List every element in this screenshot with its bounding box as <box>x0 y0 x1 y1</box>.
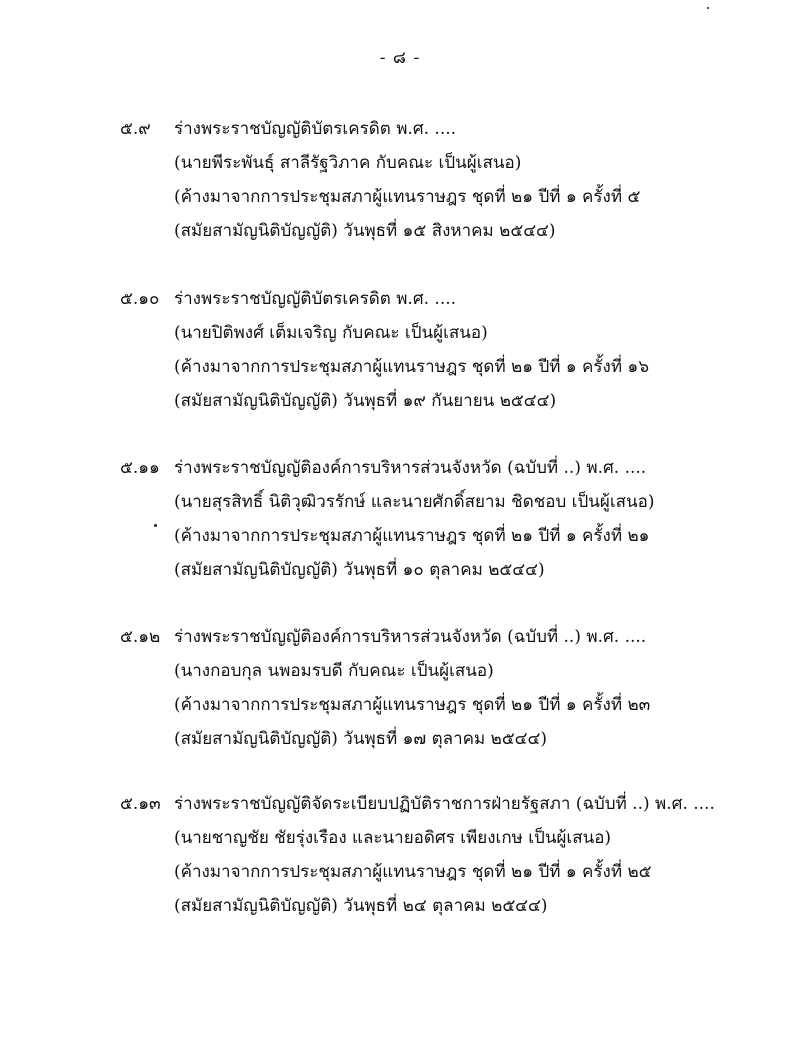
session-date: (สมัยสามัญนิติบัญญัติ) วันพุธที่ ๑๐ ตุลาคม ๒๕๔๔) <box>174 560 545 580</box>
agenda-item-number: ๕.๑๑ <box>120 458 160 478</box>
session-date: (สมัยสามัญนิติบัญญัติ) วันพุธที่ ๒๔ ตุลาคม ๒๕๔๔) <box>174 896 548 916</box>
agenda-item-number: ๕.๑๐ <box>120 289 160 309</box>
session-date: (สมัยสามัญนิติบัญญัติ) วันพุธที่ ๑๗ ตุลาคม ๒๕๔๔) <box>174 729 548 749</box>
agenda-item-number: ๕.๑๒ <box>120 627 161 647</box>
bill-title: ร่างพระราชบัญญัติบัตรเครดิต พ.ศ. .... <box>174 289 457 309</box>
pending-meeting: (ค้างมาจากการประชุมสภาผู้แทนราษฎร ชุดที่ ๒๑ ปีที่ ๑ ครั้งที่ ๕ <box>174 187 641 207</box>
pending-meeting: (ค้างมาจากการประชุมสภาผู้แทนราษฎร ชุดที่ ๒๑ ปีที่ ๑ ครั้งที่ ๑๖ <box>174 357 650 377</box>
pending-meeting: (ค้างมาจากการประชุมสภาผู้แทนราษฎร ชุดที่ ๒๑ ปีที่ ๑ ครั้งที่ ๒๓ <box>174 695 651 715</box>
pending-meeting: (ค้างมาจากการประชุมสภาผู้แทนราษฎร ชุดที่ ๒๑ ปีที่ ๑ ครั้งที่ ๒๑ <box>174 526 650 546</box>
bill-title: ร่างพระราชบัญญัติบัตรเครดิต พ.ศ. .... <box>174 119 457 139</box>
page-number: - ๘ - <box>379 48 421 68</box>
scan-speck <box>707 7 709 9</box>
bill-title: ร่างพระราชบัญญัติองค์การบริหารส่วนจังหวัด (ฉบับที่ ..) พ.ศ. .... <box>174 627 647 647</box>
bill-title: ร่างพระราชบัญญัติองค์การบริหารส่วนจังหวัด (ฉบับที่ ..) พ.ศ. .... <box>174 458 647 478</box>
bill-proposer: (นายสุรสิทธิ์ นิติวุฒิวรรักษ์ และนายศักดิ์สยาม ชิดชอบ เป็นผู้เสนอ) <box>174 492 655 512</box>
bill-title: ร่างพระราชบัญญัติจัดระเบียบปฏิบัติราชการฝ่ายรัฐสภา (ฉบับที่ ..) พ.ศ. .... <box>174 794 715 814</box>
session-date: (สมัยสามัญนิติบัญญัติ) วันพุธที่ ๑๕ สิงหาคม ๒๕๔๔) <box>174 221 556 241</box>
bill-proposer: (นายชาญชัย ชัยรุ่งเรือง และนายอดิศร เพียงเกษ เป็นผู้เสนอ) <box>174 828 612 848</box>
agenda-item-number: ๕.๙ <box>120 119 151 139</box>
session-date: (สมัยสามัญนิติบัญญัติ) วันพุธที่ ๑๙ กันยายน ๒๕๔๔) <box>174 391 557 411</box>
scan-speck <box>154 524 157 527</box>
pending-meeting: (ค้างมาจากการประชุมสภาผู้แทนราษฎร ชุดที่ ๒๑ ปีที่ ๑ ครั้งที่ ๒๕ <box>174 862 652 882</box>
bill-proposer: (นายพีระพันธุ์ สาลีรัฐวิภาค กับคณะ เป็นผู้เสนอ) <box>174 153 522 173</box>
agenda-item-number: ๕.๑๓ <box>120 794 161 814</box>
bill-proposer: (นางกอบกุล นพอมรบดี กับคณะ เป็นผู้เสนอ) <box>174 661 494 681</box>
bill-proposer: (นายปิติพงศ์ เต็มเจริญ กับคณะ เป็นผู้เสนอ) <box>174 323 488 343</box>
